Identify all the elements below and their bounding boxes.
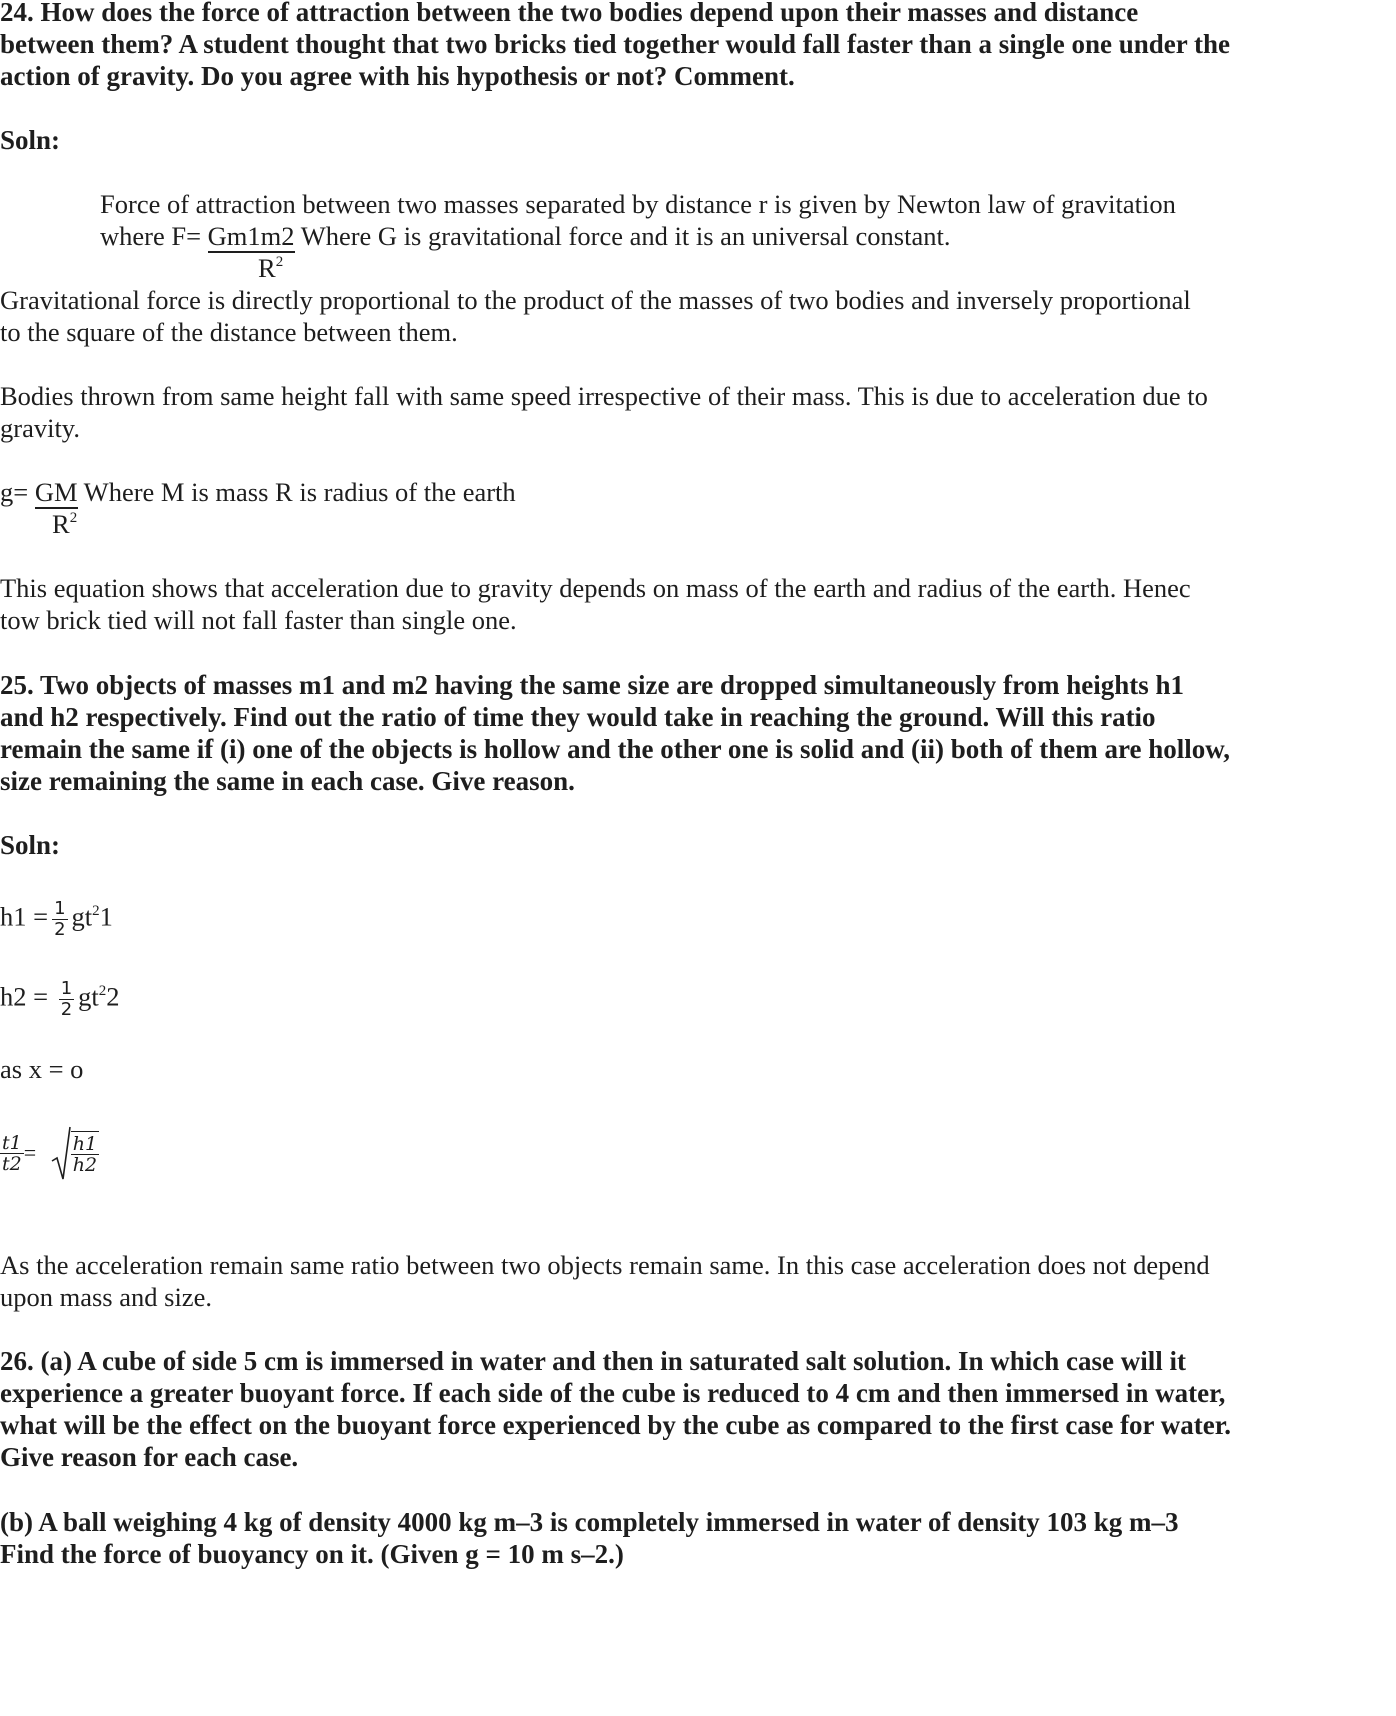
denominator: 2 — [54, 919, 66, 940]
subscript: 1 — [99, 901, 113, 932]
g-denominator — [52, 507, 77, 546]
q25-conclusion-line-1: As the acceleration remain same ratio between two objects remain same. In this case acceleration does not depend — [0, 1250, 1210, 1280]
formula-prefix: where F= — [100, 221, 208, 251]
question-26b-line-1: (b) A ball weighing 4 kg of density 4000 kg m–3 is completely immersed in water of density 103 kg m–3 — [0, 1507, 1179, 1537]
time-fraction — [0, 1133, 24, 1174]
question-24-line-1: 24. How does the force of attraction between the two bodies depend upon their masses and distance — [0, 0, 1139, 27]
exponent: 2 — [69, 510, 78, 526]
eq-rhs: gt — [78, 981, 99, 1012]
question-25-line-3: remain the same if (i) one of the objects is hollow and the other one is solid and (ii) both of them are hollow, — [0, 734, 1230, 764]
g-suffix: Where M is mass R is radius of the earth — [77, 477, 516, 507]
question-26b-line-2: Find the force of buoyancy on it. (Given g = 10 m s–2.) — [0, 1539, 624, 1569]
height-fraction — [71, 1131, 99, 1175]
conclusion-line-2: tow brick tied will not fall faster than single one. — [0, 605, 517, 635]
numerator: 1 — [60, 978, 73, 999]
numerator: t1 — [2, 1131, 22, 1154]
denominator: 2 — [60, 999, 73, 1020]
eq-lhs: h2 = — [0, 981, 49, 1012]
question-25-line-4: size remaining the same in each case. Give reason. — [0, 766, 575, 796]
question-25-line-1: 25. Two objects of masses m1 and m2 having the same size are dropped simultaneously from heights h1 — [0, 670, 1185, 700]
fraction-half — [59, 979, 74, 1020]
formula-suffix: Where G is gravitational force and it is an universal constant. — [294, 221, 951, 251]
question-25-line-2: and h2 respectively. Find out the ratio of time they would take in reaching the ground. Will this ratio — [0, 702, 1156, 732]
solution-label: Soln: — [0, 830, 61, 860]
free-fall-line-2: gravity. — [0, 413, 80, 443]
eq-lhs: h1 = — [0, 901, 49, 932]
question-24-line-3: action of gravity. Do you agree with his hypothesis or not? Comment. — [0, 61, 795, 91]
numerator: 1 — [54, 898, 66, 919]
denominator-r: R — [258, 253, 276, 283]
question-26a-line-3: what will be the effect on the buoyant force experienced by the cube as compared to the first case for water. — [0, 1410, 1232, 1440]
question-26a-line-1: 26. (a) A cube of side 5 cm is immersed in water and then in saturated salt solution. In which case will it — [0, 1346, 1187, 1376]
formula-numerator: Gm1m2 — [207, 221, 295, 251]
fraction-half — [52, 899, 67, 940]
equals-sign: = — [23, 1140, 37, 1165]
conclusion-line-1: This equation shows that acceleration due to gravity depends on mass of the earth and radius of the earth. Henec — [0, 573, 1191, 603]
question-24-line-2: between them? A student thought that two bricks tied together would fall faster than a single one under the — [0, 29, 1231, 59]
subscript: 2 — [106, 981, 120, 1012]
denominator: t2 — [2, 1152, 22, 1175]
free-fall-line-1: Bodies thrown from same height fall with same speed irrespective of their mass. This is due to acceleration due to — [0, 381, 1208, 411]
eq-rhs: gt — [71, 901, 93, 932]
g-formula-line — [0, 475, 516, 509]
radical-sign-icon — [51, 1125, 71, 1181]
question-26a-line-4: Give reason for each case. — [0, 1442, 299, 1472]
time-ratio-equation — [0, 1125, 99, 1181]
q25-conclusion-line-2: upon mass and size. — [0, 1282, 212, 1312]
solution-label: Soln: — [0, 125, 61, 155]
exponent: 2 — [92, 902, 100, 919]
exponent: 2 — [98, 982, 107, 999]
gravitation-paragraph-line-1: Force of attraction between two masses separated by distance r is given by Newton law of gravitation — [100, 189, 1176, 219]
g-numerator: GM — [34, 477, 78, 507]
denominator-r: R — [52, 509, 70, 539]
numerator: h1 — [72, 1133, 98, 1155]
g-prefix: g= — [0, 477, 35, 507]
denominator: h2 — [72, 1154, 98, 1176]
equation-h1 — [0, 899, 113, 940]
gravitation-paragraph-line-2 — [100, 219, 950, 253]
square-root — [51, 1125, 99, 1181]
proportionality-line-1: Gravitational force is directly proportional to the product of the masses of two bodies and inversely proportional — [0, 285, 1191, 315]
proportionality-line-2: to the square of the distance between them. — [0, 317, 458, 347]
exponent: 2 — [275, 254, 284, 270]
equation-h2 — [0, 979, 120, 1020]
equation-x: as x = o — [0, 1054, 84, 1084]
question-26a-line-2: experience a greater buoyant force. If each side of the cube is reduced to 4 cm and then immersed in water, — [0, 1378, 1226, 1408]
